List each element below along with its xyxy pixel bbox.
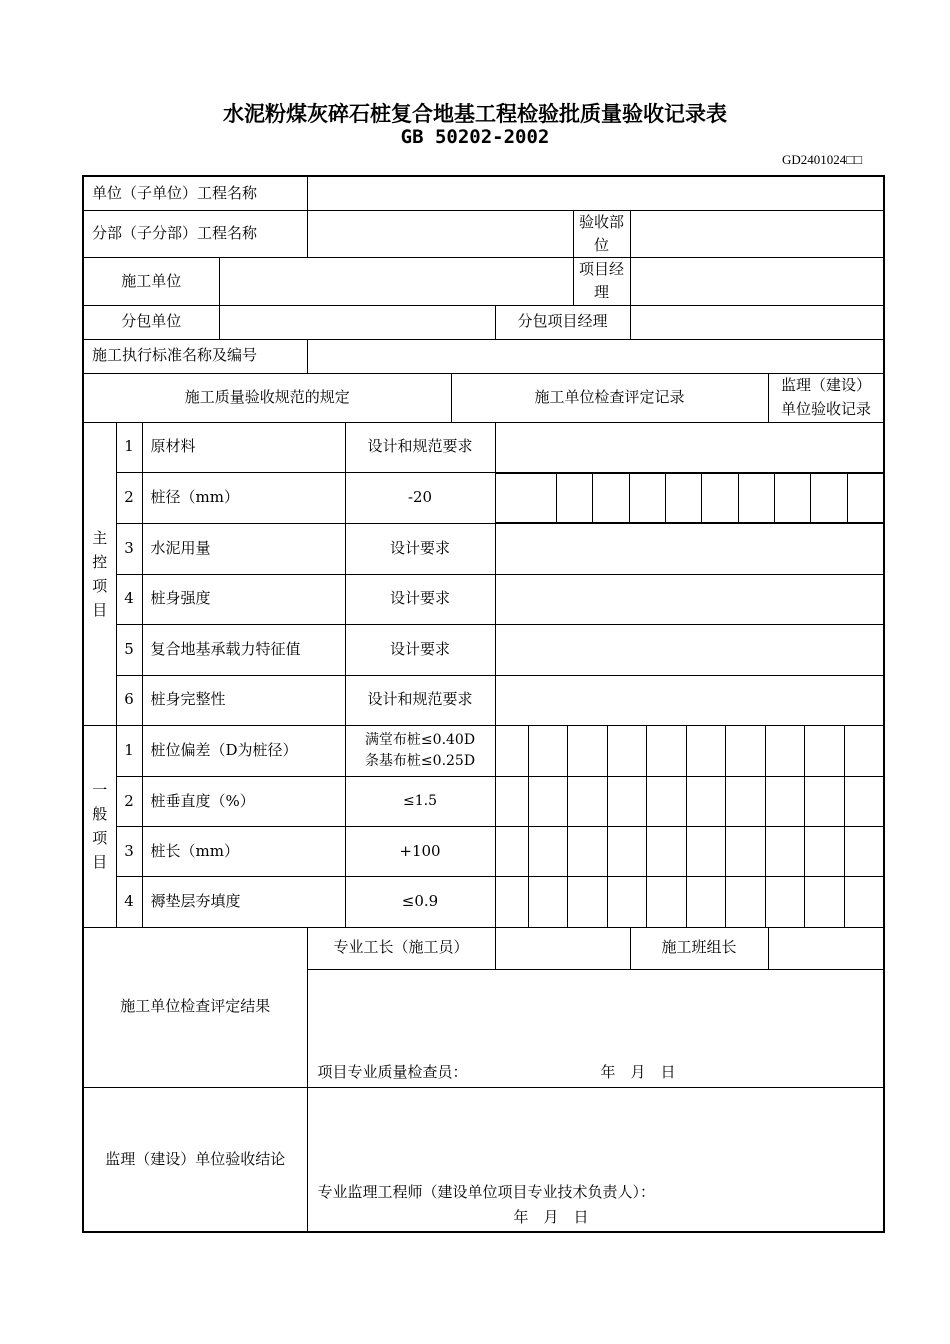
record-cell[interactable] [686, 726, 725, 777]
main-no-6: 6 [116, 675, 142, 725]
row-subcontract [83, 305, 884, 339]
record-cell[interactable] [607, 777, 646, 827]
main-record-2[interactable] [495, 472, 884, 523]
header-spec: 施工质量验收规范的规定 [83, 373, 451, 422]
main-row-2 [83, 472, 884, 523]
record-cell[interactable] [726, 777, 765, 827]
construction-result-area[interactable] [307, 969, 884, 1087]
value-subcontract-manager[interactable] [630, 305, 884, 339]
value-team-leader[interactable] [768, 927, 884, 969]
label-subcontract-manager: 分包项目经理 [495, 305, 630, 339]
general-label-char-1: 一 [92, 781, 108, 799]
header-supervision-line1: 监理（建设） [781, 376, 872, 395]
main-item-6: 桩身完整性 [142, 675, 345, 725]
value-project-manager[interactable] [630, 258, 884, 306]
general-label-char-3: 项 [92, 829, 108, 847]
record-cell[interactable] [765, 827, 804, 877]
main-record-1[interactable] [495, 422, 884, 472]
main-no-1: 1 [116, 422, 142, 472]
general-req-1-line1: 满堂布桩≤0.40D [364, 731, 476, 748]
main-item-1: 原材料 [142, 422, 345, 472]
record-cell[interactable] [805, 827, 844, 877]
general-no-1: 1 [116, 725, 142, 776]
record-cell[interactable] [496, 726, 529, 777]
record-cell[interactable] [844, 777, 884, 827]
value-unit-project[interactable] [307, 176, 884, 210]
row-construction-unit [83, 258, 884, 306]
label-team-leader: 施工班组长 [630, 927, 768, 969]
record-cell[interactable] [568, 827, 607, 877]
record-cell[interactable] [529, 777, 568, 827]
label-standard: 施工执行标准名称及编号 [83, 339, 307, 373]
general-req-2: ≤1.5 [345, 776, 495, 826]
main-no-4: 4 [116, 574, 142, 624]
general-item-2: 桩垂直度（%） [142, 776, 345, 826]
general-req-4: ≤0.9 [345, 877, 495, 927]
row-sub-project [83, 210, 884, 258]
general-record-cells [496, 726, 884, 927]
value-construction-unit[interactable] [219, 258, 573, 306]
record-cell[interactable] [568, 877, 607, 927]
main-record-4[interactable] [495, 574, 884, 624]
label-subcontract-unit: 分包单位 [83, 305, 219, 339]
value-standard[interactable] [307, 339, 884, 373]
record-cell[interactable] [593, 473, 629, 522]
row-column-headers [83, 373, 884, 422]
supervision-conclusion-area[interactable] [307, 1087, 884, 1232]
main-record-6[interactable] [495, 675, 884, 725]
main-label-char-3: 项 [92, 576, 108, 595]
label-sub-project: 分部（子分部）工程名称 [83, 210, 307, 258]
label-inspector-date: 年 月 日 [600, 1063, 676, 1082]
record-cell[interactable] [607, 827, 646, 877]
record-cell[interactable] [844, 877, 884, 927]
record-cell[interactable] [607, 726, 646, 777]
record-cell[interactable] [529, 726, 568, 777]
record-cell[interactable] [765, 777, 804, 827]
record-cell[interactable] [666, 473, 702, 522]
row-foreman [83, 927, 884, 969]
record-cell[interactable] [765, 726, 804, 777]
record-cell[interactable] [686, 827, 725, 877]
form-title: 水泥粉煤灰碎石桩复合地基工程检验批质量验收记录表 [223, 102, 727, 126]
general-items-label [83, 725, 116, 927]
label-supervision-conclusion: 监理（建设）单位验收结论 [83, 1087, 307, 1232]
record-cell[interactable] [647, 726, 686, 777]
record-cell[interactable] [607, 877, 646, 927]
record-cell[interactable] [647, 777, 686, 827]
record-cell[interactable] [805, 726, 844, 777]
value-sub-project[interactable] [307, 210, 573, 258]
record-cell[interactable] [686, 777, 725, 827]
general-no-3: 3 [116, 826, 142, 876]
record-cell[interactable] [738, 473, 774, 522]
general-label-char-2: 般 [92, 805, 108, 823]
value-acceptance-part[interactable] [630, 210, 884, 258]
record-cell[interactable] [529, 877, 568, 927]
header-check-record: 施工单位检查评定记录 [451, 373, 768, 422]
record-cell[interactable] [629, 473, 665, 522]
record-cell[interactable] [496, 877, 529, 927]
header-supervision-line2: 单位验收记录 [781, 399, 872, 418]
main-row-4 [83, 574, 884, 624]
main-item-4: 桩身强度 [142, 574, 345, 624]
record-cell[interactable] [774, 473, 810, 522]
main-item-5: 复合地基承载力特征值 [142, 624, 345, 675]
general-row-1 [83, 725, 884, 776]
record-cell[interactable] [726, 726, 765, 777]
main-label-char-4: 目 [92, 600, 108, 619]
main-label-char-2: 控 [92, 552, 108, 571]
record-cell[interactable] [568, 726, 607, 777]
record-cell[interactable] [847, 473, 883, 522]
main-record-3[interactable] [495, 523, 884, 574]
general-label-char-4: 目 [92, 853, 108, 871]
label-project-manager: 项目经理 [573, 258, 630, 306]
label-construction-result: 施工单位检查评定结果 [83, 927, 307, 1087]
record-cell[interactable] [529, 827, 568, 877]
main-req-4: 设计要求 [345, 574, 495, 624]
record-cell[interactable] [496, 827, 529, 877]
record-cell[interactable] [811, 473, 847, 522]
general-record-grid[interactable] [495, 725, 884, 927]
main-record-5[interactable] [495, 624, 884, 675]
record-cell[interactable] [496, 777, 529, 827]
general-req-3: +100 [345, 826, 495, 876]
row-standard [83, 339, 884, 373]
record-cell[interactable] [805, 777, 844, 827]
main-item-2: 桩径（mm） [142, 472, 345, 523]
standard-code: GB 50202-2002 [400, 126, 550, 148]
label-inspector: 项目专业质量检查员： [317, 1063, 468, 1082]
record-cell[interactable] [496, 473, 557, 522]
general-req-1-line2: 条基布桩≤0.25D [364, 752, 476, 769]
main-req-1: 设计和规范要求 [345, 422, 495, 472]
main-no-3: 3 [116, 523, 142, 574]
acceptance-form [82, 175, 885, 1233]
main-item-3: 水泥用量 [142, 523, 345, 574]
main-req-6: 设计和规范要求 [345, 675, 495, 725]
general-item-1: 桩位偏差（D为桩径） [142, 725, 345, 776]
label-engineer-date: 年 月 日 [513, 1207, 589, 1226]
row-unit-project [83, 176, 884, 210]
label-construction-unit: 施工单位 [83, 258, 219, 306]
main-row-3 [83, 523, 884, 574]
general-no-4: 4 [116, 877, 142, 927]
record-cell[interactable] [702, 473, 738, 522]
main-req-5: 设计要求 [345, 624, 495, 675]
form-code: GD2401024□□ [782, 152, 862, 167]
main-record-2-cells [496, 473, 884, 523]
main-row-5 [83, 624, 884, 675]
main-row-1 [83, 422, 884, 472]
record-cell[interactable] [805, 877, 844, 927]
general-no-2: 2 [116, 776, 142, 826]
main-row-6 [83, 675, 884, 725]
record-cell[interactable] [568, 777, 607, 827]
label-acceptance-part: 验收部位 [573, 210, 630, 258]
label-foreman: 专业工长（施工员） [307, 927, 495, 969]
value-foreman[interactable] [495, 927, 630, 969]
record-cell[interactable] [844, 726, 884, 777]
main-req-2: -20 [345, 472, 495, 523]
header-supervision [768, 373, 884, 422]
record-cell[interactable] [844, 827, 884, 877]
record-cell[interactable] [647, 877, 686, 927]
value-subcontract-unit[interactable] [219, 305, 495, 339]
label-unit-project: 单位（子单位）工程名称 [83, 176, 307, 210]
main-items-label [83, 422, 116, 725]
main-req-3: 设计要求 [345, 523, 495, 574]
label-engineer: 专业监理工程师（建设单位项目专业技术负责人）： [317, 1182, 656, 1201]
record-cell[interactable] [726, 877, 765, 927]
main-no-5: 5 [116, 624, 142, 675]
row-supervision-conclusion [83, 1087, 884, 1232]
record-cell[interactable] [557, 473, 593, 522]
main-label-char-1: 主 [92, 528, 108, 547]
general-req-1 [345, 725, 495, 776]
general-item-3: 桩长（mm） [142, 826, 345, 876]
record-cell[interactable] [765, 877, 804, 927]
main-no-2: 2 [116, 472, 142, 523]
general-item-4: 褥垫层夯填度 [142, 877, 345, 927]
record-cell[interactable] [686, 877, 725, 927]
record-cell[interactable] [726, 827, 765, 877]
record-cell[interactable] [647, 827, 686, 877]
